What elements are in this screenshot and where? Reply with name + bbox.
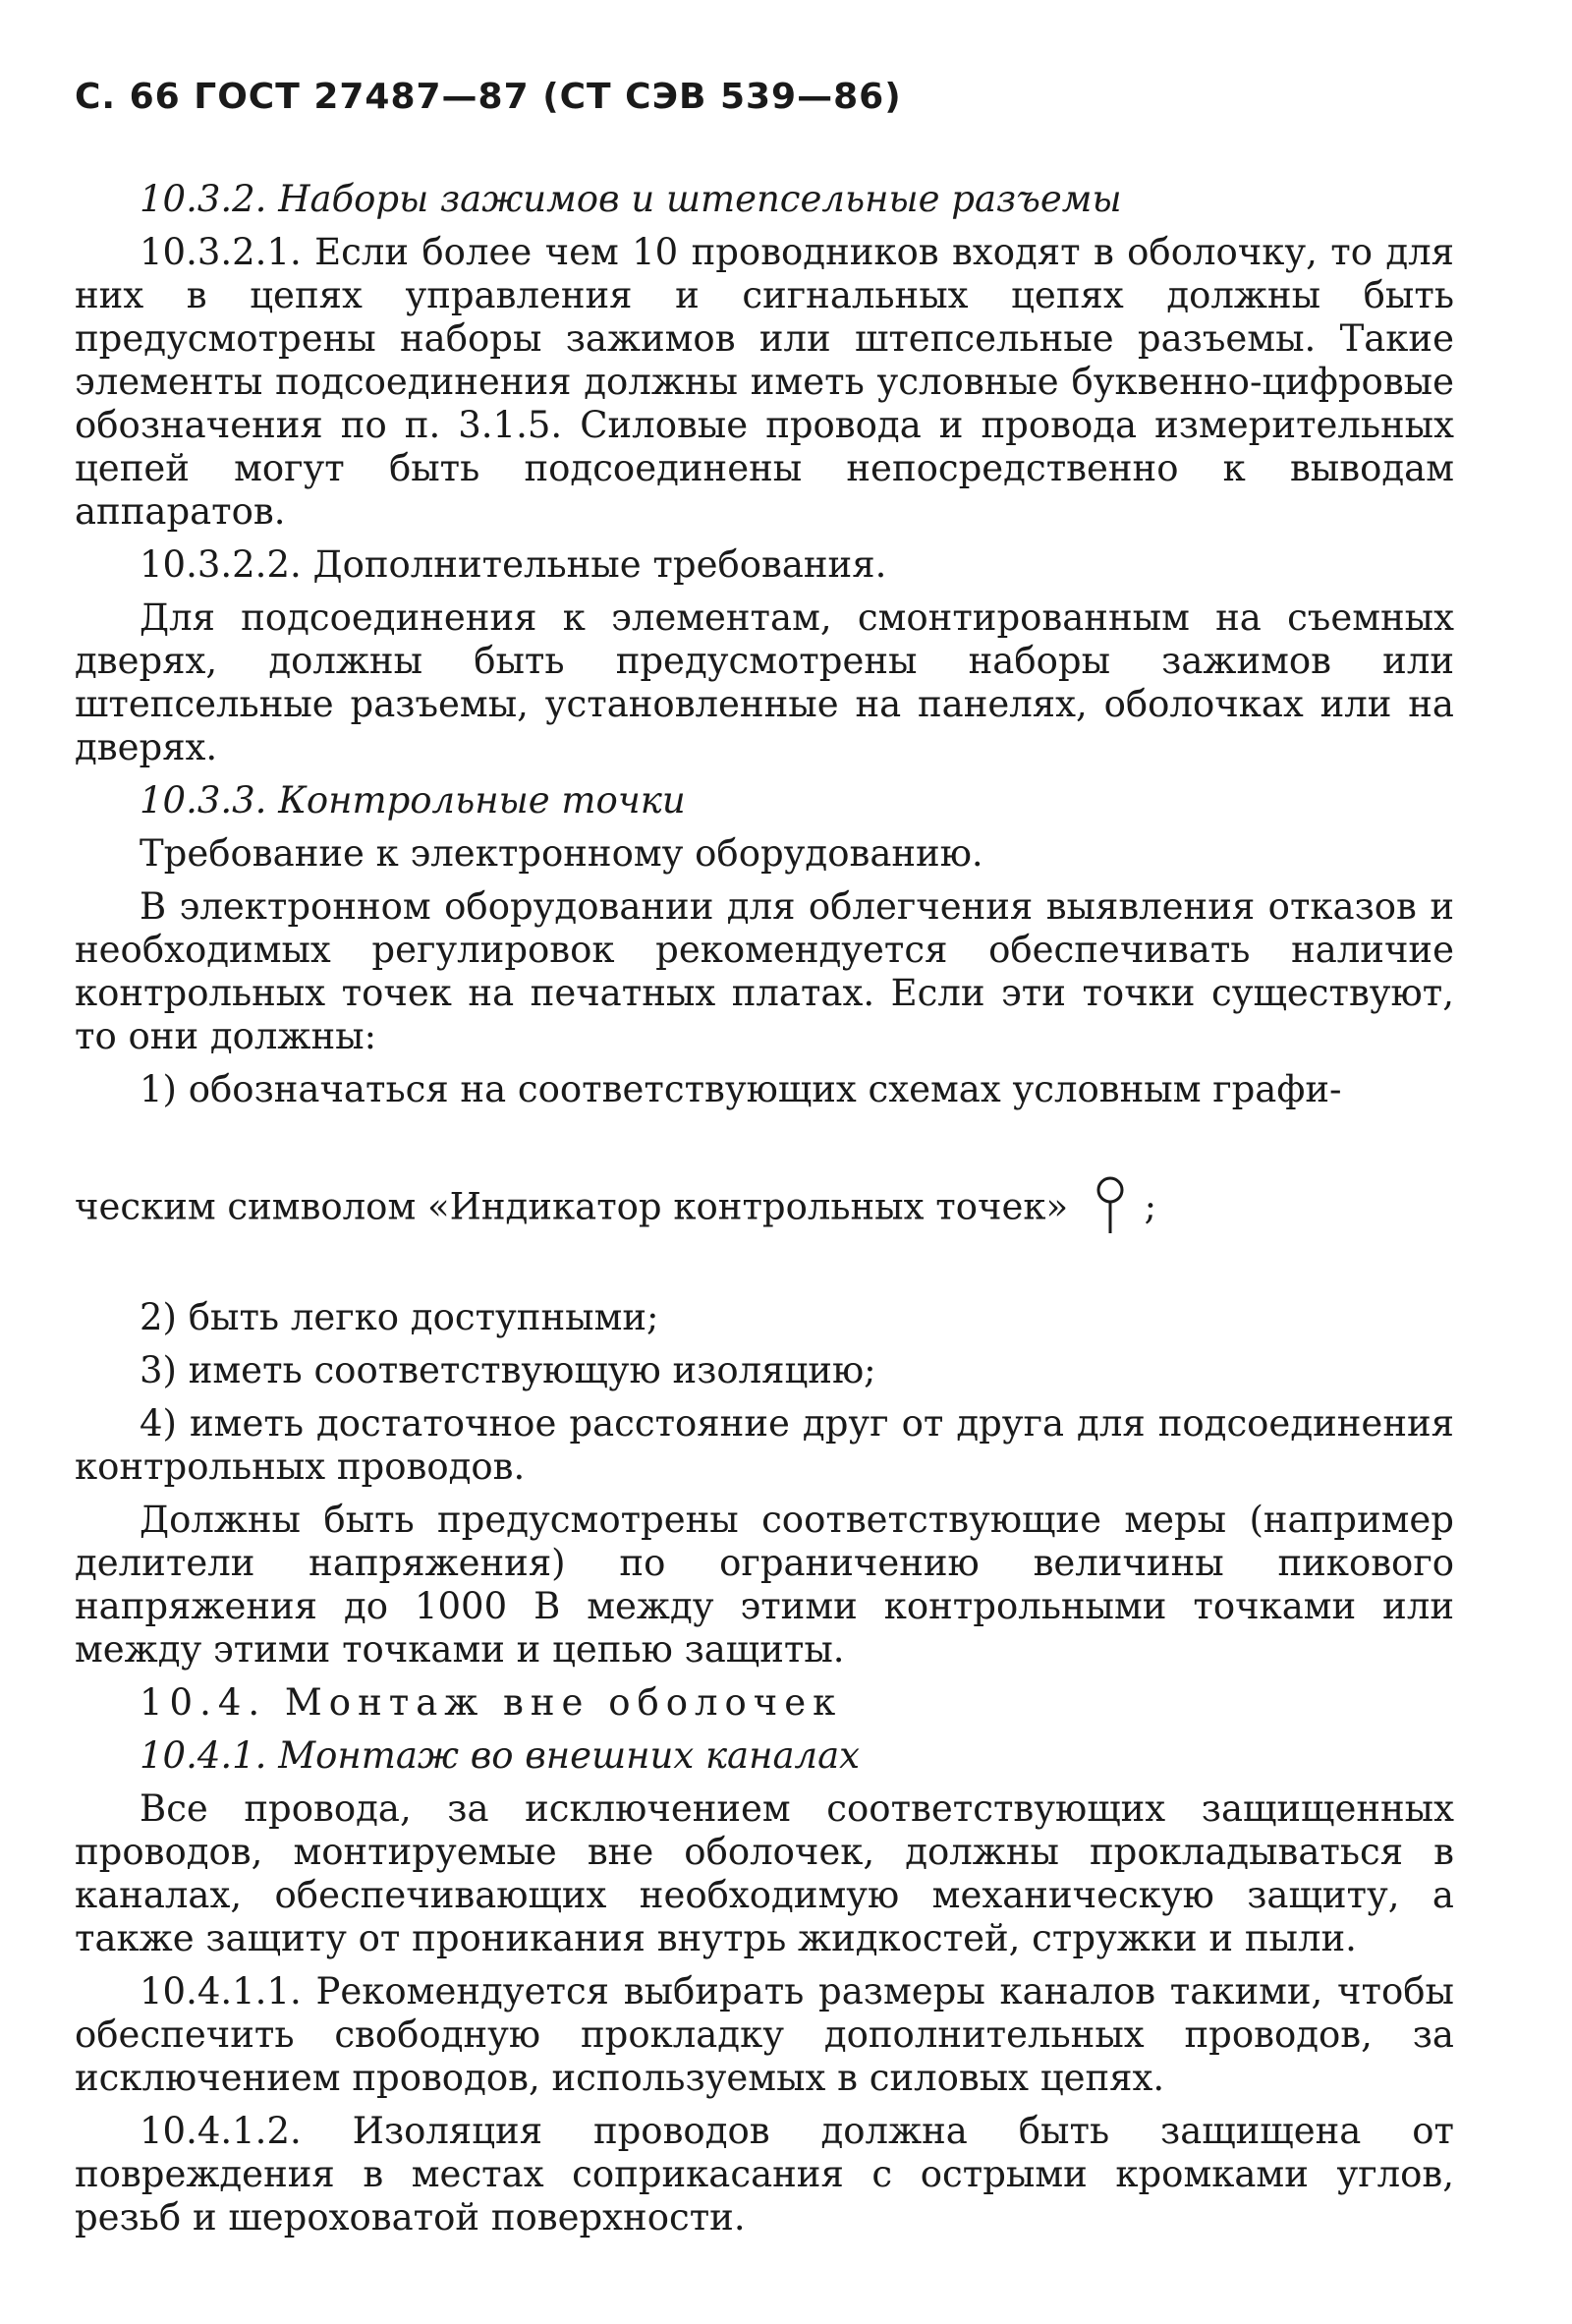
list-item-3: 3) иметь соответствующую изоляцию;	[140, 1349, 876, 1391]
paragraph-test-points: В электронном оборудовании для облегчения выявления отказов и необходимых регулировок рекомендуется обеспечивать наличие контрольных точек на печатных платах. Если эти точки существуют, то они должны:	[75, 885, 1454, 1057]
section-title-10-3-2: 10.3.2. Наборы зажимов и штепсельные разъемы	[140, 178, 1122, 220]
paragraph-10-3-2-2: 10.3.2.2. Дополнительные требования.	[140, 543, 887, 586]
paragraph-10-4-1-2: 10.4.1.2. Изоляция проводов должна быть защищена от повреждения в местах соприкасания с острыми кромками углов, резьб и шероховатой поверхности.	[75, 2110, 1454, 2239]
list-item-1-text: ческим символом «Индикатор контрольных точек»	[75, 1185, 1069, 1228]
paragraph-doors: Для подсоединения к элементам, смонтированным на съемных дверях, должны быть предусмотрены наборы зажимов или штепсельные разъемы, установленные на панелях, оболочках или на дверях.	[75, 596, 1454, 768]
list-item-1-line2	[75, 1174, 1454, 1245]
paragraph-10-4-1-1: 10.4.1.1. Рекомендуется выбирать размеры каналов такими, чтобы обеспечить свободную прокладку дополнительных проводов, за исключением проводов, используемых в силовых цепях.	[75, 1970, 1454, 2099]
list-item-2: 2) быть легко доступными;	[140, 1296, 659, 1338]
paragraph-10-3-2-1: 10.3.2.1. Если более чем 10 проводников входят в оболочку, то для них в цепях управления и сигнальных цепях должны быть предусмотрены наборы зажимов или штепсельные разъемы. Такие элементы подсоединения должны иметь условные буквенно-цифровые обозначения по п. 3.1.5. Силовые провода и провода измерительных цепей могут быть подсоединены непосредственно к выводам аппаратов.	[75, 231, 1454, 533]
section-title-10-4-1: 10.4.1. Монтаж во внешних каналах	[140, 1734, 861, 1777]
list-item-1-line1: 1) обозначаться на соответствующих схемах условным графи-	[140, 1068, 1342, 1110]
section-title-10-4: 10.4. Монтаж вне оболочек	[140, 1681, 843, 1724]
section-title-10-3-3: 10.3.3. Контрольные точки	[140, 779, 686, 822]
paragraph-requirement: Требование к электронному оборудованию.	[140, 832, 983, 875]
list-item-1-end: ;	[1144, 1185, 1157, 1228]
page-header: С. 66 ГОСТ 27487—87 (СТ СЭВ 539—86)	[75, 77, 902, 117]
paragraph-voltage-limit: Должны быть предусмотрены соответствующие меры (например делители напряжения) по ограничению величины пикового напряжения до 1000 В между этими контрольными точками или между этими точками и цепью защиты.	[75, 1499, 1454, 1671]
test-point-indicator-icon	[1094, 1174, 1127, 1245]
paragraph-external-channels: Все провода, за исключением соответствующих защищенных проводов, монтируемые вне оболочек, должны прокладываться в каналах, обеспечивающих необходимую механическую защиту, а также защиту от проникания внутрь жидкостей, стружки и пыли.	[75, 1787, 1454, 1959]
list-item-4: 4) иметь достаточное расстояние друг от друга для подсоединения контрольных проводов.	[75, 1402, 1454, 1488]
